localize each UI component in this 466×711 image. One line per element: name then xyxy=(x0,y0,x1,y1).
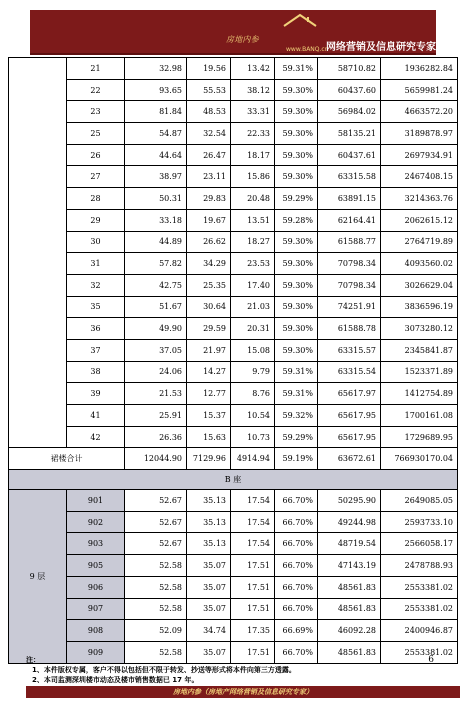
table-cell: 32.98 xyxy=(125,58,187,80)
table-cell: 66.70% xyxy=(275,598,318,620)
table-cell: 59.29% xyxy=(275,426,318,448)
table-cell: 57.82 xyxy=(125,253,187,275)
table-cell: 33.31 xyxy=(231,101,275,123)
table-cell: 54.87 xyxy=(125,123,187,145)
table-cell: 10.73 xyxy=(231,426,275,448)
table-cell: 909 xyxy=(67,641,125,663)
table-cell: 44.89 xyxy=(125,231,187,253)
table-row xyxy=(9,166,458,188)
table-cell: 19.56 xyxy=(187,58,231,80)
table-row xyxy=(9,79,458,101)
table-cell: 52.58 xyxy=(125,641,187,663)
table-cell: 26.36 xyxy=(125,426,187,448)
table-cell: 5659981.24 xyxy=(381,79,458,101)
table-row xyxy=(9,339,458,361)
footer-notes xyxy=(26,655,296,685)
table-cell: 66.70% xyxy=(275,490,318,512)
table-cell: 59.31% xyxy=(275,383,318,405)
table-cell: 9.79 xyxy=(231,361,275,383)
table-cell: 17.54 xyxy=(231,490,275,512)
table-cell: 59.30% xyxy=(275,144,318,166)
table-cell: 19.67 xyxy=(187,209,231,231)
table-cell: 2400946.87 xyxy=(381,620,458,642)
table-cell: 15.63 xyxy=(187,426,231,448)
table-cell: 31 xyxy=(67,253,125,275)
table-cell: 66.69% xyxy=(275,620,318,642)
section-row xyxy=(9,470,458,490)
table-cell: 66.70% xyxy=(275,555,318,577)
table-cell: 2593733.10 xyxy=(381,511,458,533)
table-cell: 52.09 xyxy=(125,620,187,642)
table-cell: 52.67 xyxy=(125,533,187,555)
brand-name: 房地内参 xyxy=(226,35,259,44)
floor-cell xyxy=(9,58,67,448)
table-cell: 34.74 xyxy=(187,620,231,642)
table-cell: 51.67 xyxy=(125,296,187,318)
table-cell: 50.31 xyxy=(125,188,187,210)
table-cell: 30.64 xyxy=(187,296,231,318)
note-2: 2、本司监测深圳楼市动态及楼市销售数据已 17 年。 xyxy=(32,676,199,684)
table-cell: 59.31% xyxy=(275,58,318,80)
table-cell: 903 xyxy=(67,533,125,555)
table-cell: 2566058.17 xyxy=(381,533,458,555)
floor-b-cell: 9 层 xyxy=(9,490,67,664)
table-cell: 27 xyxy=(67,166,125,188)
table-cell: 42 xyxy=(67,426,125,448)
table-cell: 63891.15 xyxy=(318,188,381,210)
table-cell: 35.07 xyxy=(187,641,231,663)
table-cell: 17.35 xyxy=(231,620,275,642)
table-cell: 66.70% xyxy=(275,576,318,598)
table-row xyxy=(9,511,458,533)
table-cell: 59.30% xyxy=(275,166,318,188)
table-cell: 3836596.19 xyxy=(381,296,458,318)
table-cell: 2062615.12 xyxy=(381,209,458,231)
table-row xyxy=(9,231,458,253)
table-cell: 2553381.02 xyxy=(381,598,458,620)
total-cell: 7129.96 xyxy=(187,448,231,470)
table-cell: 3214363.76 xyxy=(381,188,458,210)
total-cell: 12044.90 xyxy=(125,448,187,470)
table-cell: 1700161.08 xyxy=(381,405,458,427)
table-cell: 52.58 xyxy=(125,598,187,620)
section-label: B 座 xyxy=(9,470,458,490)
table-cell: 17.51 xyxy=(231,555,275,577)
table-cell: 59.29% xyxy=(275,188,318,210)
table-row xyxy=(9,209,458,231)
table-cell: 23.11 xyxy=(187,166,231,188)
table-row xyxy=(9,555,458,577)
total-cell: 59.19% xyxy=(275,448,318,470)
table-cell: 55.53 xyxy=(187,79,231,101)
table-cell: 59.30% xyxy=(275,296,318,318)
table-cell: 49244.98 xyxy=(318,511,381,533)
table-cell: 28 xyxy=(67,188,125,210)
table-row xyxy=(9,383,458,405)
note-title: 注： xyxy=(26,656,40,664)
table-cell: 21.53 xyxy=(125,383,187,405)
table-row xyxy=(9,144,458,166)
header-banner xyxy=(30,10,436,55)
table-cell: 59.28% xyxy=(275,209,318,231)
table-cell: 23 xyxy=(67,101,125,123)
table-cell: 29.83 xyxy=(187,188,231,210)
table-row xyxy=(9,361,458,383)
table-cell: 59.30% xyxy=(275,101,318,123)
table-cell: 21 xyxy=(67,58,125,80)
table-cell: 66.70% xyxy=(275,533,318,555)
table-cell: 26 xyxy=(67,144,125,166)
table-cell: 3189878.97 xyxy=(381,123,458,145)
table-cell: 12.77 xyxy=(187,383,231,405)
table-cell: 3026629.04 xyxy=(381,274,458,296)
table-cell: 35.07 xyxy=(187,598,231,620)
table-row xyxy=(9,188,458,210)
table-cell: 26.47 xyxy=(187,144,231,166)
table-cell: 46092.28 xyxy=(318,620,381,642)
banner-title: 网络营销及信息研究专家 xyxy=(326,42,436,53)
table-cell: 15.37 xyxy=(187,405,231,427)
table-cell: 66.70% xyxy=(275,641,318,663)
total-cell: 4914.94 xyxy=(231,448,275,470)
total-row xyxy=(9,448,458,470)
table-cell: 65617.97 xyxy=(318,383,381,405)
total-cell: 766930170.04 xyxy=(381,448,458,470)
note-1: 1、本件版权专属，客户不得以包括但不限于转发、抄送等形式将本件向第三方透露。 xyxy=(32,666,296,674)
table-cell: 906 xyxy=(67,576,125,598)
table-row xyxy=(9,598,458,620)
table-cell: 59.32% xyxy=(275,405,318,427)
table-cell: 34.29 xyxy=(187,253,231,275)
table-cell: 59.30% xyxy=(275,79,318,101)
table-row xyxy=(9,253,458,275)
table-cell: 35.07 xyxy=(187,576,231,598)
table-cell: 18.17 xyxy=(231,144,275,166)
table-cell: 38 xyxy=(67,361,125,383)
table-cell: 61588.77 xyxy=(318,231,381,253)
table-cell: 63315.58 xyxy=(318,166,381,188)
table-cell: 17.51 xyxy=(231,598,275,620)
table-cell: 23.53 xyxy=(231,253,275,275)
table-cell: 42.75 xyxy=(125,274,187,296)
table-cell: 3073280.12 xyxy=(381,318,458,340)
table-cell: 37 xyxy=(67,339,125,361)
table-cell: 48561.83 xyxy=(318,641,381,663)
table-cell: 35.07 xyxy=(187,555,231,577)
table-cell: 24.06 xyxy=(125,361,187,383)
table-cell: 60437.61 xyxy=(318,144,381,166)
table-row xyxy=(9,533,458,555)
table-cell: 35.13 xyxy=(187,490,231,512)
table-cell: 2478788.93 xyxy=(381,555,458,577)
table-cell: 8.76 xyxy=(231,383,275,405)
table-cell: 18.27 xyxy=(231,231,275,253)
table-cell: 59.30% xyxy=(275,274,318,296)
table-cell: 25.35 xyxy=(187,274,231,296)
table-cell: 93.65 xyxy=(125,79,187,101)
table-cell: 52.67 xyxy=(125,490,187,512)
table-cell: 29.59 xyxy=(187,318,231,340)
table-cell: 1936282.84 xyxy=(381,58,458,80)
total-label: 裙楼合计 xyxy=(9,448,125,470)
table-cell: 59.30% xyxy=(275,231,318,253)
table-cell: 44.64 xyxy=(125,144,187,166)
table-cell: 58135.21 xyxy=(318,123,381,145)
table-cell: 48561.83 xyxy=(318,576,381,598)
table-cell: 17.51 xyxy=(231,576,275,598)
table-cell: 20.31 xyxy=(231,318,275,340)
table-cell: 17.51 xyxy=(231,641,275,663)
table-cell: 59.30% xyxy=(275,318,318,340)
table-cell: 52.58 xyxy=(125,555,187,577)
table-cell: 2345841.87 xyxy=(381,339,458,361)
table-cell: 48561.83 xyxy=(318,598,381,620)
table-row xyxy=(9,620,458,642)
table-cell: 26.62 xyxy=(187,231,231,253)
table-row xyxy=(9,318,458,340)
table-cell: 2467408.15 xyxy=(381,166,458,188)
table-cell: 41 xyxy=(67,405,125,427)
table-cell: 4093560.02 xyxy=(381,253,458,275)
table-cell: 901 xyxy=(67,490,125,512)
table-cell: 21.03 xyxy=(231,296,275,318)
table-body-a xyxy=(9,58,458,664)
table-cell: 22.33 xyxy=(231,123,275,145)
table-cell: 30 xyxy=(67,231,125,253)
table-cell: 66.70% xyxy=(275,511,318,533)
brand-url: www.BANQ.cn xyxy=(286,46,329,53)
table-cell: 13.42 xyxy=(231,58,275,80)
table-row xyxy=(9,426,458,448)
table-cell: 35 xyxy=(67,296,125,318)
table-cell: 74251.91 xyxy=(318,296,381,318)
table-cell: 59.30% xyxy=(275,253,318,275)
table-cell: 70798.34 xyxy=(318,253,381,275)
table-cell: 25.91 xyxy=(125,405,187,427)
table-cell: 35.13 xyxy=(187,511,231,533)
table-cell: 2553381.02 xyxy=(381,641,458,663)
table-cell: 33.18 xyxy=(125,209,187,231)
footer-bar: 房地内参（房地产网络营销及信息研究专家） xyxy=(26,686,460,698)
table-row xyxy=(9,58,458,80)
table-cell: 38.97 xyxy=(125,166,187,188)
table-cell: 1412754.89 xyxy=(381,383,458,405)
table-row xyxy=(9,101,458,123)
table-cell: 70798.34 xyxy=(318,274,381,296)
table-cell: 50295.90 xyxy=(318,490,381,512)
house-logo-icon xyxy=(280,12,320,34)
table-cell: 48.53 xyxy=(187,101,231,123)
table-cell: 29 xyxy=(67,209,125,231)
total-cell: 63672.61 xyxy=(318,448,381,470)
table-cell: 1523371.89 xyxy=(381,361,458,383)
table-cell: 59.30% xyxy=(275,123,318,145)
table-cell: 21.97 xyxy=(187,339,231,361)
table-row xyxy=(9,123,458,145)
table-cell: 39 xyxy=(67,383,125,405)
table-cell: 2649085.05 xyxy=(381,490,458,512)
table-cell: 36 xyxy=(67,318,125,340)
table-cell: 13.51 xyxy=(231,209,275,231)
table-cell: 59.31% xyxy=(275,361,318,383)
table-cell: 49.90 xyxy=(125,318,187,340)
table-cell: 17.54 xyxy=(231,533,275,555)
table-cell: 17.54 xyxy=(231,511,275,533)
table-cell: 65617.95 xyxy=(318,405,381,427)
table-cell: 902 xyxy=(67,511,125,533)
table-cell: 63315.54 xyxy=(318,361,381,383)
table-cell: 4663572.20 xyxy=(381,101,458,123)
table-cell: 81.84 xyxy=(125,101,187,123)
table-cell: 52.58 xyxy=(125,576,187,598)
table-cell: 48719.54 xyxy=(318,533,381,555)
table-cell: 907 xyxy=(67,598,125,620)
table-cell: 32 xyxy=(67,274,125,296)
table-cell: 37.05 xyxy=(125,339,187,361)
table-row xyxy=(9,576,458,598)
table-row xyxy=(9,490,458,512)
table-cell: 2697934.91 xyxy=(381,144,458,166)
table-cell: 15.86 xyxy=(231,166,275,188)
table-cell: 10.54 xyxy=(231,405,275,427)
table-cell: 65617.95 xyxy=(318,426,381,448)
table-cell: 2553381.02 xyxy=(381,576,458,598)
table-cell: 58710.82 xyxy=(318,58,381,80)
table-cell: 59.30% xyxy=(275,339,318,361)
table-cell: 38.12 xyxy=(231,79,275,101)
table-cell: 908 xyxy=(67,620,125,642)
table-row xyxy=(9,296,458,318)
table-cell: 905 xyxy=(67,555,125,577)
page-number: 6 xyxy=(428,655,434,665)
footer xyxy=(26,655,460,701)
price-table xyxy=(8,57,458,664)
table-cell: 20.48 xyxy=(231,188,275,210)
table-cell: 56984.02 xyxy=(318,101,381,123)
table-cell: 15.08 xyxy=(231,339,275,361)
table-cell: 47143.19 xyxy=(318,555,381,577)
table-cell: 25 xyxy=(67,123,125,145)
table-cell: 63315.57 xyxy=(318,339,381,361)
table-cell: 1729689.95 xyxy=(381,426,458,448)
table-row xyxy=(9,405,458,427)
table-cell: 52.67 xyxy=(125,511,187,533)
table-cell: 32.54 xyxy=(187,123,231,145)
price-table-container xyxy=(8,57,457,664)
table-cell: 60437.60 xyxy=(318,79,381,101)
table-row xyxy=(9,274,458,296)
table-cell: 61588.78 xyxy=(318,318,381,340)
table-cell: 17.40 xyxy=(231,274,275,296)
table-cell: 14.27 xyxy=(187,361,231,383)
table-cell: 22 xyxy=(67,79,125,101)
table-cell: 35.13 xyxy=(187,533,231,555)
table-cell: 62164.41 xyxy=(318,209,381,231)
table-cell: 2764719.89 xyxy=(381,231,458,253)
